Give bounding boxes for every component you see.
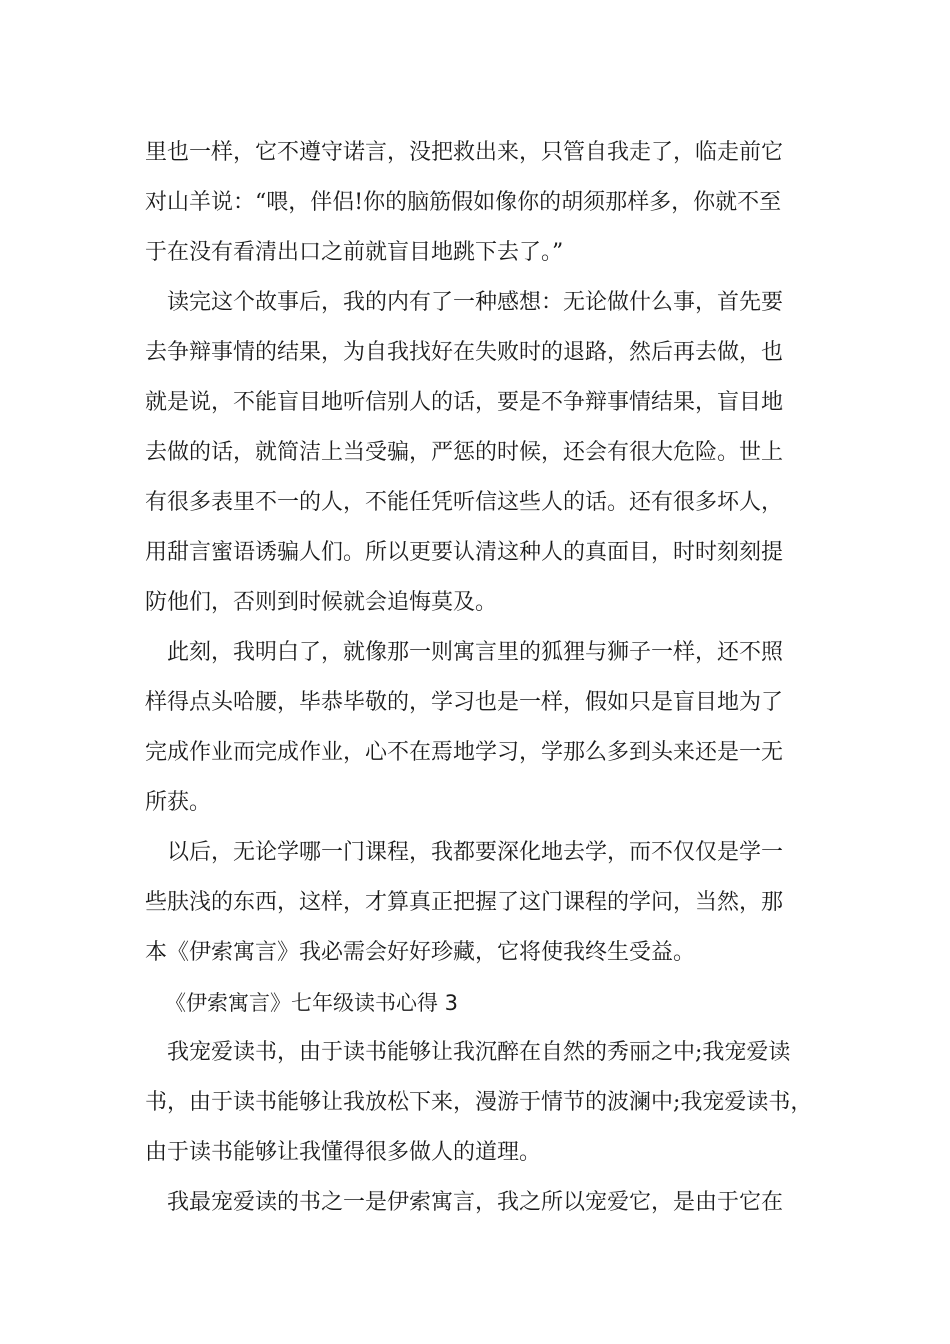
document-body bbox=[145, 128, 815, 1228]
section-heading: 《伊索寓言》七年级读书心得 3 bbox=[165, 991, 459, 1015]
text-line: 完成作业而完成作业，心不在焉地学习，学那么多到头来还是一无 bbox=[145, 740, 784, 765]
text-line: 就是说，不能盲目地听信别人的话，要是不争辩事情结果，盲目地 bbox=[145, 390, 784, 415]
paragraph-start-line: 此刻，我明白了，就像那一则寓言里的狐狸与狮子一样，还不照 bbox=[167, 640, 784, 665]
text-line: 本《伊索寓言》我必需会好好珍藏，它将使我终生受益。 bbox=[145, 940, 696, 965]
text-line: 所获。 bbox=[145, 790, 212, 815]
text-line: 用甜言蜜语诱骗人们。所以更要认清这种人的真面目，时时刻刻提 bbox=[145, 540, 784, 565]
text-line: 对山羊说：“喂，伴侣!你的脑筋假如像你的胡须那样多，你就不至 bbox=[145, 190, 782, 215]
paragraph-start-line: 我最宠爱读的书之一是伊索寓言，我之所以宠爱它，是由于它在 bbox=[167, 1190, 784, 1215]
text-line: 由于读书能够让我懂得很多做人的道理。 bbox=[145, 1140, 542, 1165]
paragraph-start-line: 我宠爱读书，由于读书能够让我沉醉在自然的秀丽之中;我宠爱读 bbox=[167, 1040, 791, 1065]
text-line: 样得点头哈腰，毕恭毕敬的，学习也是一样，假如只是盲目地为了 bbox=[145, 690, 784, 715]
text-line: 于在没有看清出口之前就盲目地跳下去了。” bbox=[145, 240, 564, 265]
text-line: 里也一样，它不遵守诺言，没把救出来，只管自我走了，临走前它 bbox=[145, 140, 784, 165]
text-line: 去做的话，就简洁上当受骗，严惩的时候，还会有很大危险。世上 bbox=[145, 440, 784, 465]
text-line: 书，由于读书能够让我放松下来，漫游于情节的波澜中;我宠爱读书， bbox=[145, 1090, 813, 1115]
text-line: 去争辩事情的结果，为自我找好在失败时的退路，然后再去做，也 bbox=[145, 340, 784, 365]
paragraph-start-line: 读完这个故事后，我的内有了一种感想：无论做什么事，首先要 bbox=[167, 290, 784, 315]
text-line: 防他们，否则到时候就会追悔莫及。 bbox=[145, 590, 498, 615]
text-line: 些肤浅的东西，这样，才算真正把握了这门课程的学问，当然，那 bbox=[145, 890, 784, 915]
paragraph-start-line: 以后，无论学哪一门课程，我都要深化地去学，而不仅仅是学一 bbox=[167, 840, 784, 865]
text-line: 有很多表里不一的人，不能任凭听信这些人的话。还有很多坏人， bbox=[145, 490, 784, 515]
